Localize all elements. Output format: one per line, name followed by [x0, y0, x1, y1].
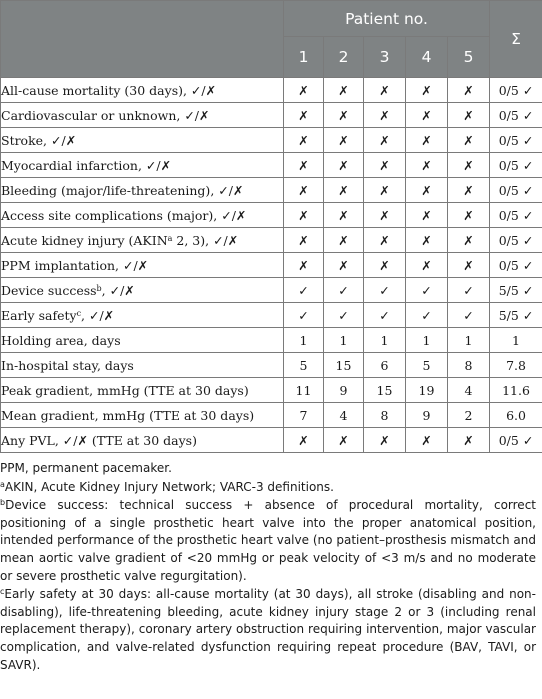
patient-1-value: ✗	[284, 428, 324, 453]
patient-2-header: 2	[324, 37, 364, 78]
patient-4-value: ✗	[406, 228, 448, 253]
patient-2-value: ✗	[324, 78, 364, 103]
table-row	[1, 278, 542, 303]
table-row	[1, 203, 542, 228]
patient-3-value: 6	[364, 353, 406, 378]
footnote-b	[0, 497, 536, 585]
patient-2-value: ✗	[324, 228, 364, 253]
patient-5-value: ✗	[448, 153, 490, 178]
row-label	[1, 328, 284, 353]
patient-4-value: 5	[406, 353, 448, 378]
patient-1-value: 5	[284, 353, 324, 378]
patient-2-value: ✓	[324, 303, 364, 328]
patient-4-value: ✗	[406, 128, 448, 153]
patient-2-value: 4	[324, 403, 364, 428]
patient-1-value: 11	[284, 378, 324, 403]
row-label-text: Peak gradient, mmHg (TTE at 30 days)	[1, 382, 249, 398]
sum-value: 0/5 ✓	[490, 178, 542, 203]
patient-5-value: ✗	[448, 428, 490, 453]
sum-value: 0/5 ✓	[490, 228, 542, 253]
row-label-text: PPM implantation, ✓/✗	[1, 257, 149, 273]
patient-5-value: ✗	[448, 228, 490, 253]
patient-3-value: ✓	[364, 278, 406, 303]
row-label	[1, 428, 284, 453]
row-label	[1, 253, 284, 278]
sum-value: 0/5 ✓	[490, 428, 542, 453]
patient-1-value: ✗	[284, 78, 324, 103]
patient-5-value: ✗	[448, 128, 490, 153]
patient-4-value: ✗	[406, 203, 448, 228]
table-row	[1, 153, 542, 178]
sum-value: 0/5 ✓	[490, 128, 542, 153]
table-row	[1, 303, 542, 328]
patient-2-value: ✗	[324, 203, 364, 228]
patient-5-value: 1	[448, 328, 490, 353]
sum-value: 0/5 ✓	[490, 253, 542, 278]
patient-3-value: ✗	[364, 203, 406, 228]
patient-4-header: 4	[406, 37, 448, 78]
row-label-text: All-cause mortality (30 days), ✓/✗	[1, 82, 217, 98]
table-row	[1, 103, 542, 128]
footnote-b-mark: b	[0, 498, 6, 508]
sum-value: 1	[490, 328, 542, 353]
footnotes	[0, 460, 536, 675]
patient-4-value: ✓	[406, 278, 448, 303]
row-label-suffix: , ✓/✗	[81, 307, 115, 323]
row-label-text: Cardiovascular or unknown, ✓/✗	[1, 107, 210, 123]
row-label-text: In-hospital stay, days	[1, 357, 134, 373]
table-body	[1, 78, 542, 453]
header-corner	[1, 1, 284, 78]
patient-4-value: ✗	[406, 428, 448, 453]
patient-3-value: ✗	[364, 253, 406, 278]
row-label-footnote-mark: c	[76, 308, 82, 318]
row-label-footnote-mark: b	[96, 283, 102, 293]
footnote-a	[0, 479, 536, 497]
row-label-suffix: , ✓/✗	[101, 282, 135, 298]
row-label	[1, 378, 284, 403]
patient-2-value: 1	[324, 328, 364, 353]
patient-4-value: ✓	[406, 303, 448, 328]
table-row	[1, 228, 542, 253]
sum-value: 0/5 ✓	[490, 203, 542, 228]
row-label	[1, 203, 284, 228]
row-label-text: Holding area, days	[1, 332, 121, 348]
row-label	[1, 103, 284, 128]
patient-4-value: ✗	[406, 78, 448, 103]
patient-2-value: 9	[324, 378, 364, 403]
sum-value: 11.6	[490, 378, 542, 403]
row-label-footnote-mark: a	[167, 233, 173, 243]
patient-3-value: 8	[364, 403, 406, 428]
patient-5-value: ✗	[448, 178, 490, 203]
table-row	[1, 378, 542, 403]
patient-5-value: ✓	[448, 278, 490, 303]
row-label	[1, 178, 284, 203]
row-label-text: Myocardial infarction, ✓/✗	[1, 157, 172, 173]
sum-value: 7.8	[490, 353, 542, 378]
patient-3-value: 15	[364, 378, 406, 403]
patient-1-value: ✓	[284, 303, 324, 328]
table-row	[1, 178, 542, 203]
table-row	[1, 128, 542, 153]
patient-1-value: ✗	[284, 153, 324, 178]
patient-5-header: 5	[448, 37, 490, 78]
patient-4-value: 19	[406, 378, 448, 403]
row-label	[1, 78, 284, 103]
patient-3-value: ✗	[364, 178, 406, 203]
patient-3-value: ✗	[364, 78, 406, 103]
patient-3-value: ✗	[364, 153, 406, 178]
row-label-text: Early safety	[1, 307, 77, 323]
table-row	[1, 428, 542, 453]
table-row	[1, 78, 542, 103]
patient-4-value: ✗	[406, 153, 448, 178]
patient-2-value: ✗	[324, 178, 364, 203]
patient-5-value: ✗	[448, 103, 490, 128]
row-label-text: Mean gradient, mmHg (TTE at 30 days)	[1, 407, 255, 423]
patient-5-value: 2	[448, 403, 490, 428]
table-row	[1, 403, 542, 428]
row-label-text: Bleeding (major/life-threatening), ✓/✗	[1, 182, 244, 198]
footnote-c	[0, 586, 536, 674]
table-row	[1, 253, 542, 278]
patient-3-value: ✗	[364, 103, 406, 128]
patient-1-value: ✗	[284, 128, 324, 153]
patient-4-value: ✗	[406, 253, 448, 278]
sum-value: 0/5 ✓	[490, 103, 542, 128]
sum-value: 5/5 ✓	[490, 303, 542, 328]
patient-1-value: 7	[284, 403, 324, 428]
sum-value: 0/5 ✓	[490, 153, 542, 178]
patient-4-value: 9	[406, 403, 448, 428]
patient-1-value: ✗	[284, 203, 324, 228]
patient-5-value: ✗	[448, 78, 490, 103]
row-label	[1, 228, 284, 253]
row-label	[1, 128, 284, 153]
table-row	[1, 328, 542, 353]
patient-2-value: ✗	[324, 153, 364, 178]
footnote-a-mark: a	[0, 479, 5, 489]
patient-3-header: 3	[364, 37, 406, 78]
footnote-a-text: AKIN, Acute Kidney Injury Network; VARC-3 definitions.	[4, 479, 334, 494]
patient-3-value: 1	[364, 328, 406, 353]
patient-1-value: ✗	[284, 178, 324, 203]
patient-2-value: ✗	[324, 253, 364, 278]
patient-4-value: 1	[406, 328, 448, 353]
patient-2-value: ✗	[324, 128, 364, 153]
row-label	[1, 353, 284, 378]
patient-4-value: ✗	[406, 178, 448, 203]
patient-3-value: ✓	[364, 303, 406, 328]
patient-2-value: ✗	[324, 103, 364, 128]
row-label-text: Access site complications (major), ✓/✗	[1, 207, 247, 223]
sum-value: 0/5 ✓	[490, 78, 542, 103]
row-label-text: Acute kidney injury (AKIN	[1, 232, 168, 248]
row-label	[1, 278, 284, 303]
row-label	[1, 403, 284, 428]
footnote-c-mark: c	[0, 587, 5, 597]
row-label	[1, 153, 284, 178]
sum-value: 5/5 ✓	[490, 278, 542, 303]
row-label-text: Stroke, ✓/✗	[1, 132, 77, 148]
row-label-text: Any PVL, ✓/✗ (TTE at 30 days)	[1, 432, 197, 448]
patient-3-value: ✗	[364, 428, 406, 453]
patient-1-value: 1	[284, 328, 324, 353]
patient-1-value: ✓	[284, 278, 324, 303]
patient-3-value: ✗	[364, 128, 406, 153]
patient-5-value: ✗	[448, 203, 490, 228]
footnote-ppm: PPM, permanent pacemaker.	[0, 461, 172, 475]
patient-1-value: ✗	[284, 253, 324, 278]
table-row	[1, 353, 542, 378]
row-label-suffix: 2, 3), ✓/✗	[172, 232, 239, 248]
footnote-b-text: Device success: technical success + absence of procedural mortality, correct positioning of a single prosthetic heart valve into the proper anatomical position, intended performance of the prosthetic heart valve (no patient–prosthesis mismatch and mean aortic valve gradient of <20 mmHg or peak velocity of <3 m/s and no moderate or severe prosthetic valve regurgitation).	[0, 498, 536, 583]
patient-1-value: ✗	[284, 103, 324, 128]
footnote-c-text: Early safety at 30 days: all-cause mortality (at 30 days), all stroke (disabling and non-disabling), life-threatening bleeding, acute kidney injury stage 2 or 3 (including renal replacement therapy), coronary artery obstruction requiring intervention, major vascular complication, and valve-related dysfunction requiring repeat procedure (BAV, TAVI, or SAVR).	[0, 587, 536, 672]
patient-5-value: ✓	[448, 303, 490, 328]
patient-3-value: ✗	[364, 228, 406, 253]
patient-2-value: 15	[324, 353, 364, 378]
sum-value: 6.0	[490, 403, 542, 428]
patient-5-value: ✗	[448, 253, 490, 278]
patient-5-value: 8	[448, 353, 490, 378]
patient-1-header: 1	[284, 37, 324, 78]
table-header	[1, 1, 542, 78]
row-label-text: Device success	[1, 282, 97, 298]
patient-2-value: ✗	[324, 428, 364, 453]
patient-1-value: ✗	[284, 228, 324, 253]
patient-4-value: ✗	[406, 103, 448, 128]
patient-group-header: Patient no.	[284, 1, 490, 37]
row-label	[1, 303, 284, 328]
sum-header: Σ	[490, 1, 542, 78]
patient-2-value: ✓	[324, 278, 364, 303]
patient-5-value: 4	[448, 378, 490, 403]
